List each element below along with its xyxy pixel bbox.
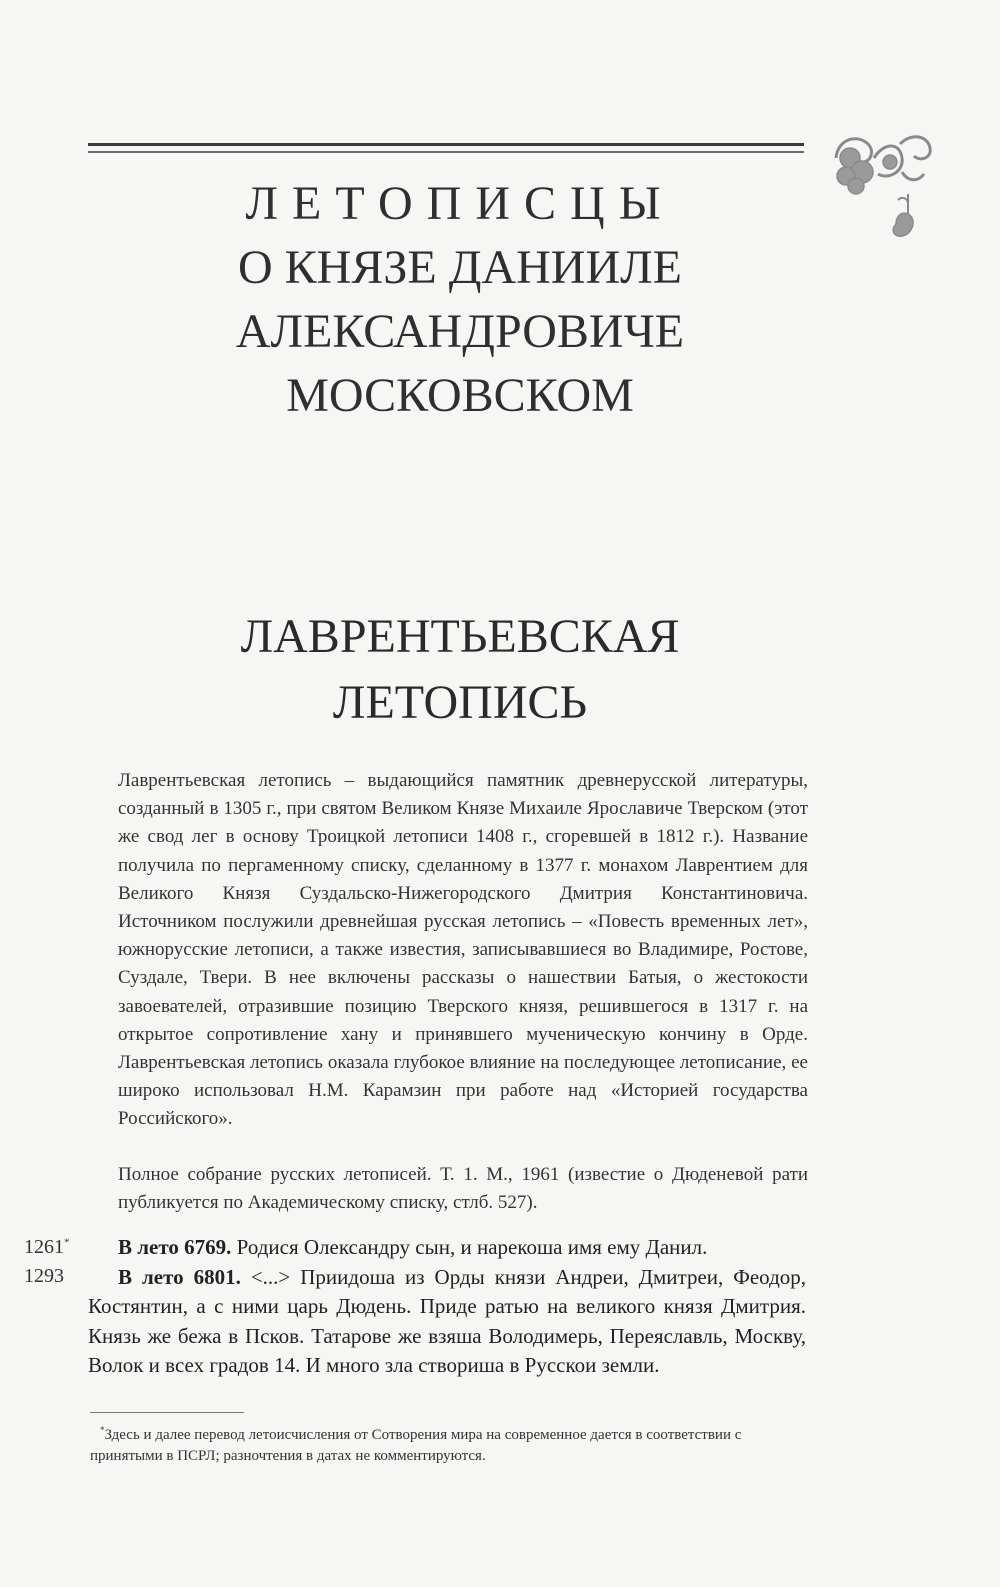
chronicle-entry [88,1263,806,1381]
margin-year [24,1236,70,1259]
chronicle-text [88,1233,806,1381]
section-title [120,604,800,736]
footnote [90,1420,806,1467]
chronicle-entry [88,1233,806,1263]
footnote-text: Здесь и далее перевод летоисчисления от Сотворения мира на современное дается в соответствии с принятыми в ПСРЛ; разночтения в датах не комментируются. [90,1427,742,1464]
page-title-line-3: АЛЕКСАНДРОВИЧЕ [235,305,685,358]
entry-text: Родися Олександру сын, и нарекоша имя ему Данил. [231,1235,708,1259]
page-title-line-4: МОСКОВСКОМ [286,369,634,422]
footnote-marker: * [64,1236,70,1249]
source-citation: Полное собрание русских летописей. Т. 1. М., 1961 (известие о Дюденевой рати публикуется по Академическому списку, стлб. 527). [118,1164,808,1213]
margin-year-value: 1261 [24,1236,64,1258]
page-title [140,172,780,428]
entry-heading: В лето 6801. [118,1264,241,1289]
page-title-line-1: ЛЕТОПИСЦЫ [245,177,675,230]
header-rule-thick [88,143,804,146]
margin-year-value: 1293 [24,1265,64,1287]
header-rule-thin [88,151,804,153]
entry-text: <...> Приидоша из Орды князи Андреи, Дмитреи, Феодор, Костянтин, а с ними царь Дюдень. Приде ратью на великого князя Дмитрия. Князь же бежа в Псков. Татарове же взяша Володимерь, Переяславль, Москву, Волок и всех градов 14. И много зла створиша в Русскои земли. [88,1264,806,1377]
page-title-line-2: О КНЯЗЕ ДАНИИЛЕ [238,241,682,294]
floral-ornament-icon [828,128,938,246]
footnote-divider [90,1412,244,1413]
intro-paragraph: Лаврентьевская летопись – выдающийся памятник древнерусской литературы, созданный в 1305 г., при святом Великом Князе Михаиле Ярославиче Тверском (этот же свод лег в основу Троицкой летописи 1408 г., сгоревшей в 1812 г.). Название получила по пергаменному списку, сделанному в 1377 г. монахом Лаврентием для Великого Князя Суздальско-Нижегородского Дмитрия Константиновича. Источником послужили древнейшая русская летопись – «Повесть временных лет», южнорусские летописи, а также известия, записывавшиеся во Владимире, Ростове, Суздале, Твери. В нее включены рассказы о нашествии Батыя, о жестокости завоевателей, отразившие позицию Тверского князя, решившегося в 1317 г. на открытое сопротивление хану и принявшего мученическую кончину в Орде. Лаврентьевская летопись оказала глубокое влияние на последующее летописание, ее широко использовал Н.М. Карамзин при работе над «Историей государства Российского». [118,770,808,1130]
footnote-mark: * [100,1425,105,1435]
section-title-line-1: ЛАВРЕНТЬЕВСКАЯ [240,610,680,663]
entry-heading: В лето 6769. [118,1235,232,1259]
margin-year [24,1265,64,1288]
section-title-line-2: ЛЕТОПИСЬ [332,676,588,729]
